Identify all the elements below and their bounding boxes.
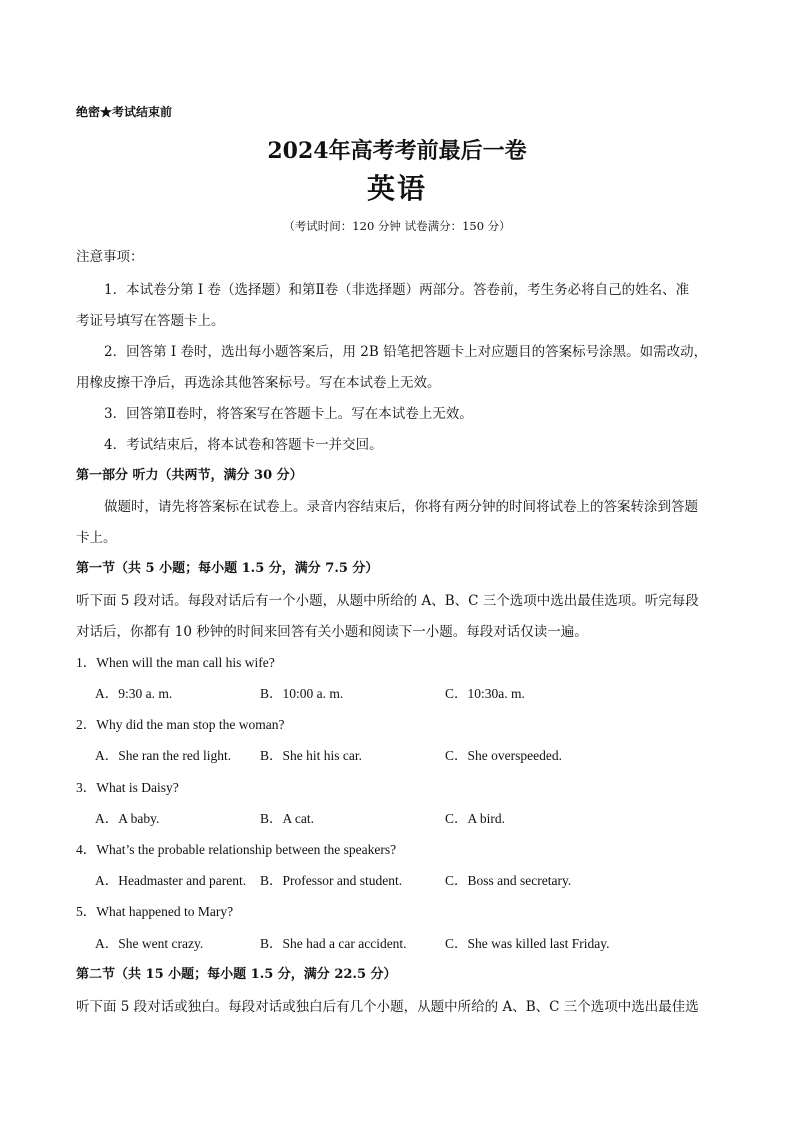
notice-item-3: 3．回答第Ⅱ卷时，将答案写在答题卡上。写在本试卷上无效。	[104, 406, 473, 422]
question-2-option-a: A．She ran the red light.	[95, 748, 232, 763]
time-info: （考试时间：120 分钟 试卷满分：150 分）	[283, 219, 511, 233]
section2-heading: 第二节（共 15 小题；每小题 1.5 分，满分 22.5 分）	[76, 967, 397, 982]
question-4-option-a: A．Headmaster and parent.	[95, 873, 247, 888]
section1-intro-line-1: 听下面 5 段对话。每段对话后有一个小题，从题中所给的 A、B、C 三个选项中选出最佳选项。听完每段	[76, 593, 699, 609]
question-5-option-c: C．She was killed last Friday.	[445, 936, 610, 951]
notice-item-1-line-2: 考证号填写在答题卡上。	[76, 313, 225, 329]
part1-heading: 第一部分 听力（共两节，满分 30 分）	[76, 468, 303, 483]
question-4-option-b: B．Professor and student.	[260, 873, 403, 888]
notice-item-1-line-1: 1．本试卷分第 I 卷（选择题）和第Ⅱ卷（非选择题）两部分。答卷前，考生务必将自己的姓名、准	[104, 282, 690, 298]
part1-intro-line-2: 卡上。	[76, 530, 117, 546]
subject-title: 英语	[366, 172, 427, 205]
question-2: 2．Why did the man stop the woman?	[76, 717, 285, 732]
notice-item-2-line-2: 用橡皮擦干净后，再选涂其他答案标号。写在本试卷上无效。	[76, 375, 441, 391]
notice-heading: 注意事项：	[76, 249, 144, 265]
section1-heading: 第一节（共 5 小题；每小题 1.5 分，满分 7.5 分）	[76, 561, 379, 576]
question-2-option-b: B．She hit his car.	[260, 748, 362, 763]
question-4-option-c: C．Boss and secretary.	[445, 873, 572, 888]
question-3-option-b: B．A cat.	[260, 811, 314, 826]
part1-intro-line-1: 做题时，请先将答案标在试卷上。录音内容结束后，你将有两分钟的时间将试卷上的答案转涂到答题	[104, 499, 698, 515]
question-5-option-b: B．She had a car accident.	[260, 936, 407, 951]
exam-title: 2024年高考考前最后一卷	[267, 138, 527, 164]
question-5-option-a: A．She went crazy.	[95, 936, 204, 951]
notice-item-4: 4．考试结束后，将本试卷和答题卡一并交回。	[104, 437, 383, 453]
question-1-option-a: A．9:30 a. m.	[95, 686, 173, 701]
question-2-option-c: C．She overspeeded.	[445, 748, 562, 763]
question-3: 3．What is Daisy?	[76, 780, 179, 795]
notice-item-2-line-1: 2．回答第 I 卷时，选出每小题答案后，用 2B 铅笔把答题卡上对应题目的答案标号涂黑。如需改动，	[104, 344, 708, 360]
question-1: 1．When will the man call his wife?	[76, 655, 275, 670]
section1-intro-line-2: 对话后，你都有 10 秒钟的时间来回答有关小题和阅读下一小题。每段对话仅读一遍。	[76, 624, 588, 640]
section2-intro-line-1: 听下面 5 段对话或独白。每段对话或独白后有几个小题，从题中所给的 A、B、C 三个选项中选出最佳选	[76, 999, 699, 1015]
question-1-option-c: C．10:30a. m.	[445, 686, 525, 701]
question-3-option-c: C．A bird.	[445, 811, 506, 826]
question-3-option-a: A．A baby.	[95, 811, 160, 826]
question-1-option-b: B．10:00 a. m.	[260, 686, 344, 701]
confidential-label: 绝密★考试结束前	[76, 105, 173, 119]
question-4: 4．What’s the probable relationship between the speakers?	[76, 842, 397, 857]
question-5: 5．What happened to Mary?	[76, 904, 234, 919]
